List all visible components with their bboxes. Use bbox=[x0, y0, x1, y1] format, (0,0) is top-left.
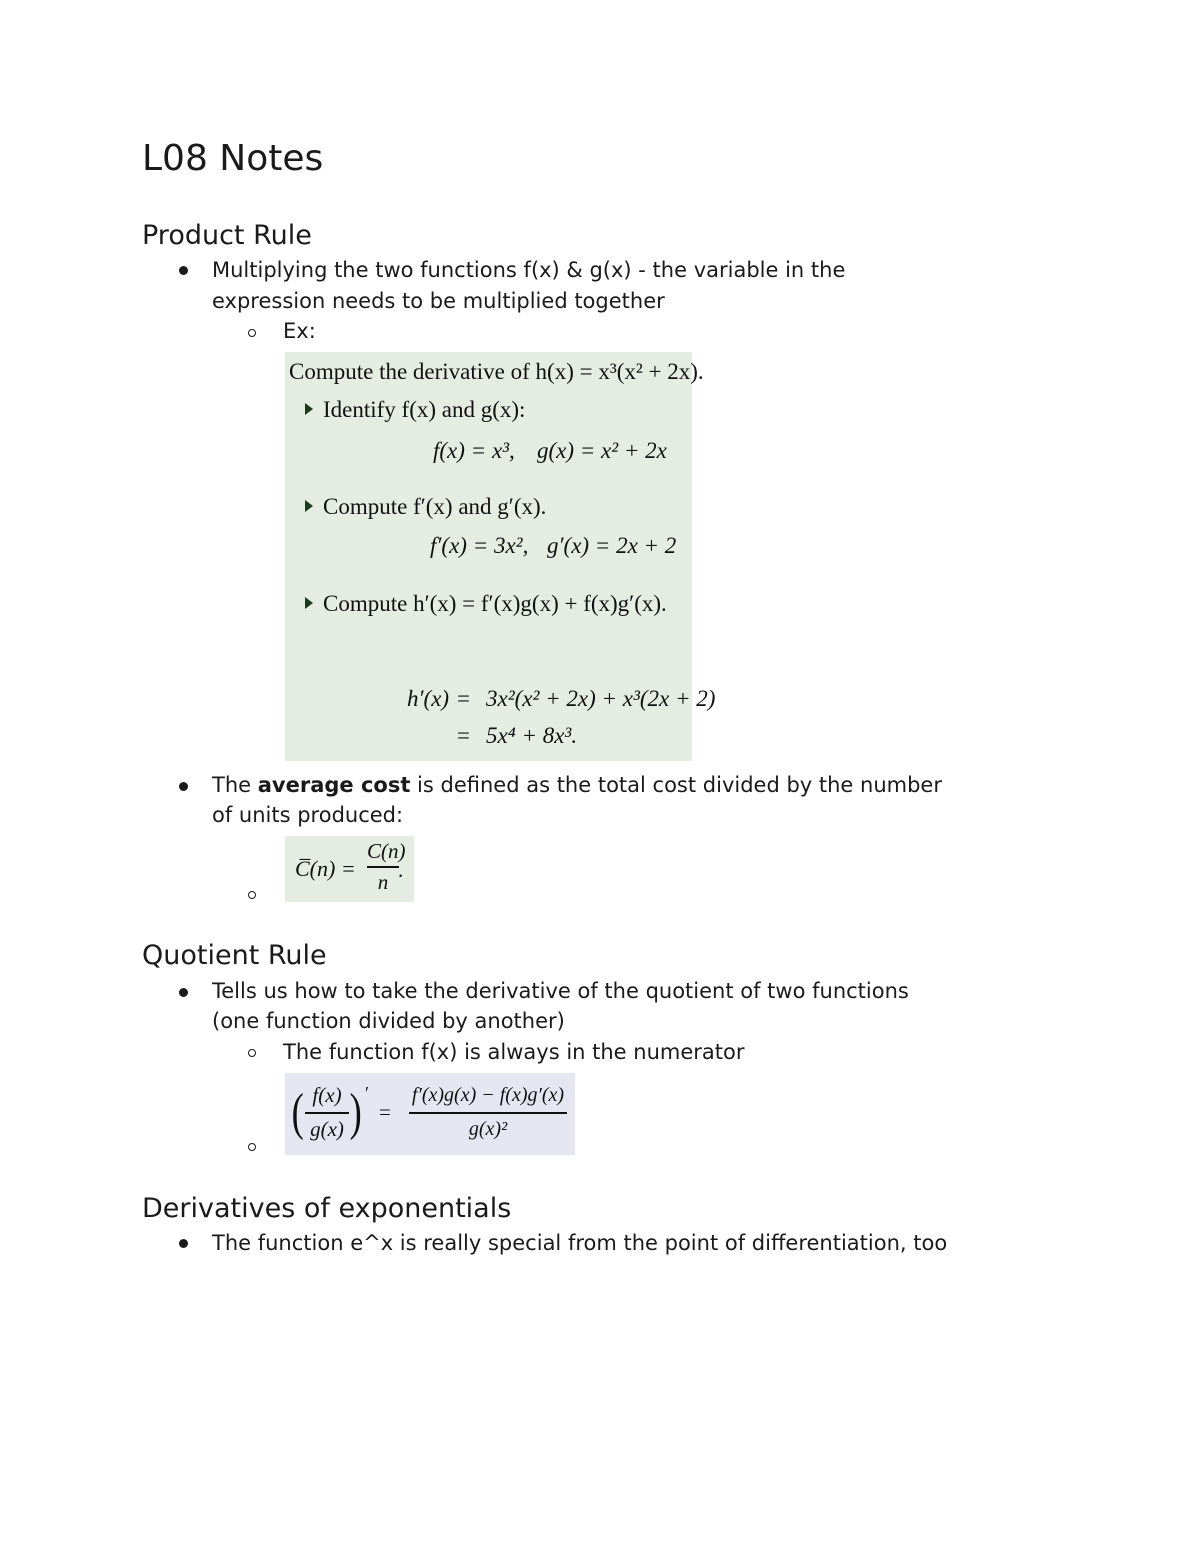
fraction-bar bbox=[367, 866, 399, 868]
average-cost-bullet-line1 bbox=[212, 770, 942, 800]
average-cost-post: is defined as the total cost divided by the number bbox=[410, 773, 942, 797]
example-step-derivatives bbox=[305, 493, 546, 521]
average-cost-formula-image bbox=[285, 836, 414, 902]
example-f-prime: f′(x) = 3x², bbox=[430, 533, 529, 558]
bullet-circle-icon bbox=[248, 891, 256, 899]
quotient-rule-bullet-line2: (one function divided by another) bbox=[212, 1009, 565, 1033]
quotient-lhs-denominator: g(x) bbox=[310, 1117, 344, 1141]
example-result-rhs2: 5x⁴ + 8x³. bbox=[486, 723, 578, 748]
left-paren-icon: ( bbox=[291, 1084, 304, 1141]
right-paren-icon: ) bbox=[349, 1084, 362, 1141]
average-cost-lhs: C̅(n) = bbox=[295, 856, 356, 881]
bullet-disc-icon bbox=[179, 1239, 188, 1248]
quotient-rhs-numerator: f′(x)g(x) − f(x)g′(x) bbox=[411, 1084, 565, 1106]
fraction-bar bbox=[409, 1112, 567, 1114]
numerator-note: The function f(x) is always in the numerator bbox=[283, 1040, 745, 1064]
average-cost-numerator: C(n) bbox=[367, 839, 406, 863]
triangle-bullet-icon bbox=[305, 597, 313, 609]
product-rule-bullet-line2: expression needs to be multiplied together bbox=[212, 289, 665, 313]
example-problem-line: Compute the derivative of h(x) = x³(x² + 2x). bbox=[289, 359, 704, 384]
section-heading-product-rule: Product Rule bbox=[142, 220, 312, 251]
example-g-definition: g(x) = x² + 2x bbox=[537, 438, 667, 463]
quotient-lhs-numerator: f(x) bbox=[312, 1083, 342, 1107]
example-g-prime: g′(x) = 2x + 2 bbox=[547, 533, 677, 558]
section-heading-quotient-rule: Quotient Rule bbox=[142, 940, 327, 971]
example-step-identify bbox=[305, 396, 525, 424]
document-title: L08 Notes bbox=[142, 138, 324, 179]
product-rule-bullet-line1: Multiplying the two functions f(x) & g(x) - the variable in the bbox=[212, 258, 846, 282]
example-label: Ex: bbox=[283, 319, 316, 343]
example-step-derivatives-text: Compute f′(x) and g′(x). bbox=[323, 494, 547, 519]
average-cost-period: . bbox=[398, 858, 404, 882]
example-result-eq2: = bbox=[457, 723, 470, 748]
average-cost-pre: The bbox=[212, 773, 258, 797]
quotient-eq: = bbox=[379, 1100, 391, 1124]
prime-mark: ′ bbox=[365, 1083, 369, 1103]
example-result-lhs: h′(x) bbox=[407, 686, 450, 711]
example-f-definition: f(x) = x³, bbox=[433, 438, 515, 463]
example-step-identify-text: Identify f(x) and g(x): bbox=[323, 397, 526, 422]
quotient-lhs bbox=[289, 1073, 379, 1153]
quotient-rule-bullet-line1: Tells us how to take the derivative of the quotient of two functions bbox=[212, 979, 909, 1003]
average-cost-denominator: n bbox=[377, 870, 389, 894]
quotient-rule-formula-image bbox=[285, 1073, 575, 1155]
section-heading-exponentials: Derivatives of exponentials bbox=[142, 1193, 512, 1224]
average-cost-term: average cost bbox=[257, 773, 411, 797]
bullet-disc-icon bbox=[179, 782, 188, 791]
bullet-circle-icon bbox=[248, 1143, 256, 1151]
example-step-compute-h bbox=[305, 590, 667, 618]
product-rule-example-image bbox=[285, 352, 716, 761]
triangle-bullet-icon bbox=[305, 500, 313, 512]
bullet-disc-icon bbox=[179, 988, 188, 997]
fraction-bar bbox=[305, 1112, 349, 1114]
example-result-rhs1: 3x²(x² + 2x) + x³(2x + 2) bbox=[486, 686, 716, 711]
bullet-circle-icon bbox=[248, 329, 256, 337]
exponentials-bullet: The function e^x is really special from the point of differentiation, too bbox=[212, 1231, 948, 1255]
example-result-eq1: = bbox=[457, 686, 470, 711]
example-step-compute-h-text: Compute h′(x) = f′(x)g(x) + f(x)g′(x). bbox=[323, 591, 667, 616]
bullet-circle-icon bbox=[248, 1049, 256, 1057]
bullet-disc-icon bbox=[179, 266, 188, 275]
quotient-rhs-denominator: g(x)² bbox=[468, 1118, 508, 1140]
triangle-bullet-icon bbox=[305, 403, 313, 415]
average-cost-bullet-line2: of units produced: bbox=[212, 803, 404, 827]
